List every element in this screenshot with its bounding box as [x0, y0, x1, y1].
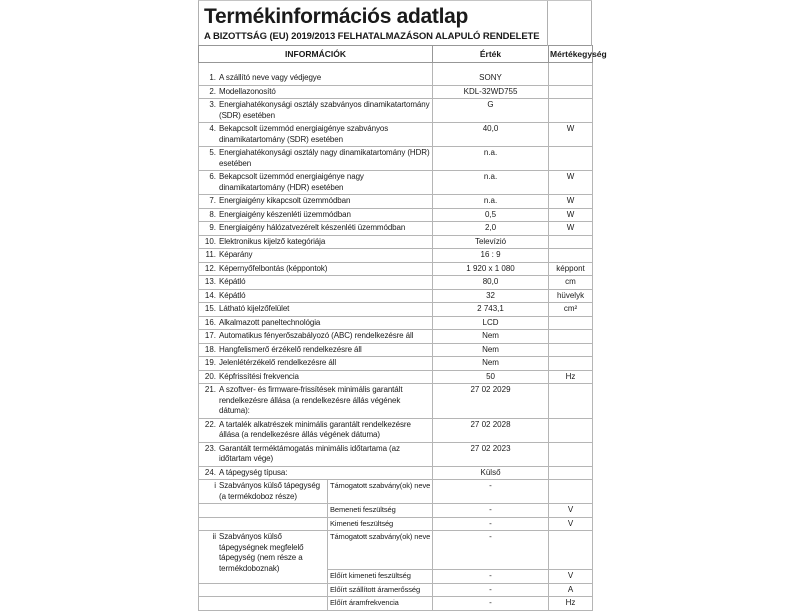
table-row	[199, 85, 593, 99]
table-row	[199, 235, 593, 249]
row-unit	[549, 357, 593, 371]
row-unit	[549, 99, 593, 123]
table-row	[199, 466, 593, 480]
row-label: A szoftver- és firmware-frissítések minimális garantált rendelkezésre állása (a rendelkezésre állás végének dátuma):	[219, 385, 403, 415]
power-marker: ii	[212, 532, 216, 541]
table-row	[199, 289, 593, 303]
power-param-name: Támogatott szabvány(ok) neve	[328, 531, 433, 570]
row-value: 32	[433, 289, 549, 303]
info-table	[198, 45, 607, 611]
power-supply-desc: Szabványos külső tápegységnek megfelelő tápegység (nem része a termékdoboznak)	[219, 532, 304, 573]
table-row	[199, 442, 593, 466]
power-supply-row	[199, 504, 593, 518]
row-unit	[549, 85, 593, 99]
power-param-name: Bemeneti feszültség	[328, 504, 433, 518]
table-row	[199, 171, 593, 195]
power-param-value: -	[433, 504, 549, 518]
power-param-value: -	[433, 570, 549, 584]
header-mertekegyseg: Mértékegység	[549, 46, 593, 63]
power-param-value: -	[433, 597, 549, 611]
row-label: Hangfelismerő érzékelő rendelkezésre áll	[219, 344, 362, 354]
row-value: 40,0	[433, 123, 549, 147]
row-label: A tartalék alkatrészek minimális garantált rendelkezésre állása (a rendelkezésre állás végének dátuma)	[219, 419, 411, 439]
table-row	[199, 370, 593, 384]
row-value: 1 920 x 1 080	[433, 262, 549, 276]
power-param-value: -	[433, 517, 549, 531]
power-supply-desc: Szabványos külső tápegység (a termékdoboz része)	[219, 481, 321, 501]
row-number: 19.	[204, 358, 216, 367]
row-number: 5.	[209, 148, 216, 157]
row-label: Képátló	[219, 290, 246, 300]
table-row	[199, 99, 593, 123]
row-number: 10.	[204, 236, 216, 246]
row-number: 9.	[209, 223, 216, 232]
row-unit	[549, 418, 593, 442]
power-param-name: Kimeneti feszültség	[328, 517, 433, 531]
power-param-unit: V	[549, 504, 593, 518]
row-unit	[549, 343, 593, 357]
row-number: 3.	[209, 100, 216, 109]
row-number: 16.	[204, 317, 216, 327]
row-value: 27 02 2023	[433, 442, 549, 466]
row-number: 12.	[204, 263, 216, 273]
row-unit	[549, 249, 593, 263]
row-value: Nem	[433, 330, 549, 344]
row-value: 27 02 2028	[433, 418, 549, 442]
row-number: 8.	[209, 209, 216, 219]
row-value: Nem	[433, 357, 549, 371]
header-ertek: Érték	[433, 46, 549, 63]
row-unit: W	[549, 222, 593, 236]
table-row	[199, 316, 593, 330]
row-label: Bekapcsolt üzemmód energiaigénye nagy dinamikatartomány (HDR) esetében	[219, 172, 364, 192]
power-supply-row-i	[199, 480, 593, 504]
row-unit: hüvelyk	[549, 289, 593, 303]
row-unit	[549, 235, 593, 249]
row-label: Látható kijelzőfelület	[219, 304, 290, 313]
row-number: 7.	[209, 196, 216, 205]
row-number: 2.	[209, 86, 216, 96]
row-number: 20.	[204, 371, 216, 381]
power-param-unit: V	[549, 570, 593, 584]
row-value: G	[433, 99, 549, 123]
row-number: 24.	[204, 467, 216, 477]
table-row	[199, 147, 593, 171]
row-label: Energiaigény hálózatvezérelt készenléti üzemmódban	[219, 223, 406, 232]
table-row	[199, 222, 593, 236]
row-value: KDL-32WD755	[433, 85, 549, 99]
power-param-unit: A	[549, 583, 593, 597]
row-number: 6.	[209, 172, 216, 181]
row-number: 18.	[204, 344, 216, 354]
row-label: A szállító neve vagy védjegye	[219, 73, 322, 82]
row-unit: cm	[549, 276, 593, 290]
row-number: 17.	[204, 331, 216, 340]
row-number: 15.	[204, 304, 216, 313]
power-marker: i	[214, 481, 216, 490]
row-number: 14.	[204, 290, 216, 300]
row-label: Energiaigény kikapcsolt üzemmódban	[219, 196, 351, 205]
row-unit: W	[549, 208, 593, 222]
row-unit: W	[549, 123, 593, 147]
product-information-sheet	[198, 0, 607, 611]
row-label: Jelenlétérzékelő rendelkezésre áll	[219, 358, 337, 367]
table-row	[199, 249, 593, 263]
row-value: n.a.	[433, 171, 549, 195]
power-supply-row	[199, 583, 593, 597]
row-value: 16 : 9	[433, 249, 549, 263]
row-label: Bekapcsolt üzemmód energiaigénye szabványos dinamikatartomány (SDR) esetében	[219, 124, 389, 144]
regulation-subtitle: A BIZOTTSÁG (EU) 2019/2013 FELHATALMAZÁSON ALAPULÓ RENDELETE	[204, 31, 540, 42]
table-row	[199, 208, 593, 222]
row-unit: cm²	[549, 303, 593, 317]
power-param-unit	[549, 480, 593, 504]
row-unit	[549, 316, 593, 330]
row-label: Képernyőfelbontás (képpontok)	[219, 263, 328, 273]
table-row	[199, 343, 593, 357]
row-unit	[549, 466, 593, 480]
table-row	[199, 357, 593, 371]
table-row	[199, 384, 593, 419]
row-label: Garantált terméktámogatás minimális időtartama (az időtartam vége)	[219, 443, 400, 463]
row-unit	[549, 63, 593, 86]
row-value: 2 743,1	[433, 303, 549, 317]
row-value: n.a.	[433, 195, 549, 209]
row-unit	[549, 384, 593, 419]
power-param-name: Előírt áramfrekvencia	[328, 597, 433, 611]
row-number: 22.	[204, 419, 216, 429]
row-unit: W	[549, 195, 593, 209]
row-unit: képpont	[549, 262, 593, 276]
row-unit	[549, 330, 593, 344]
row-label: Modellazonosító	[219, 86, 276, 96]
table-row	[199, 303, 593, 317]
row-label: Energiahatékonysági osztály nagy dinamikatartomány (HDR) esetében	[219, 148, 430, 168]
row-label: A tápegység típusa:	[219, 467, 288, 477]
table-row	[199, 123, 593, 147]
table-row	[199, 262, 593, 276]
power-param-value: -	[433, 531, 549, 570]
table-row	[199, 418, 593, 442]
power-param-unit	[549, 531, 593, 570]
row-number: 4.	[209, 124, 216, 133]
row-value: Televízió	[433, 235, 549, 249]
power-param-name: Előírt szállított áramerősség	[328, 583, 433, 597]
row-value: Külső	[433, 466, 549, 480]
power-param-unit: Hz	[549, 597, 593, 611]
masthead-grid-lines	[547, 1, 592, 46]
row-label: Energiahatékonysági osztály szabványos dinamikatartomány (SDR) esetében	[219, 100, 430, 120]
header-informaciok: INFORMÁCIÓK	[199, 46, 433, 63]
row-value: LCD	[433, 316, 549, 330]
table-row	[199, 63, 593, 86]
row-value: n.a.	[433, 147, 549, 171]
row-number: 1.	[209, 73, 216, 82]
row-value: 2,0	[433, 222, 549, 236]
row-unit	[549, 147, 593, 171]
power-param-name: Támogatott szabvány(ok) neve	[328, 480, 433, 504]
row-label: Képfrissítési frekvencia	[219, 371, 299, 381]
row-label: Elektronikus kijelző kategóriája	[219, 236, 326, 246]
row-number: 21.	[204, 385, 216, 394]
table-header-row	[199, 46, 593, 63]
row-unit	[549, 442, 593, 466]
row-number: 13.	[204, 277, 216, 286]
row-value: Nem	[433, 343, 549, 357]
row-value: SONY	[433, 63, 549, 86]
row-label: Energiaigény készenléti üzemmódban	[219, 209, 351, 219]
power-param-name: Előírt kimeneti feszültség	[328, 570, 433, 584]
row-number: 23.	[204, 443, 216, 453]
power-supply-row	[199, 517, 593, 531]
row-value: 50	[433, 370, 549, 384]
power-param-unit: V	[549, 517, 593, 531]
row-label: Alkalmazott paneltechnológia	[219, 317, 321, 327]
row-unit: Hz	[549, 370, 593, 384]
row-label: Képarány	[219, 250, 253, 259]
sheet-masthead	[198, 0, 592, 45]
row-value: 27 02 2029	[433, 384, 549, 419]
row-unit: W	[549, 171, 593, 195]
row-value: 0,5	[433, 208, 549, 222]
power-param-value: -	[433, 583, 549, 597]
power-supply-row-ii	[199, 531, 593, 570]
power-param-value: -	[433, 480, 549, 504]
row-label: Automatikus fényerőszabályozó (ABC) rendelkezésre áll	[219, 331, 414, 340]
row-label: Képátló	[219, 277, 246, 286]
table-row	[199, 330, 593, 344]
row-number: 11.	[205, 250, 216, 259]
table-row	[199, 195, 593, 209]
page-title: Termékinformációs adatlap	[204, 5, 469, 28]
table-row	[199, 276, 593, 290]
power-supply-row	[199, 597, 593, 611]
row-value: 80,0	[433, 276, 549, 290]
